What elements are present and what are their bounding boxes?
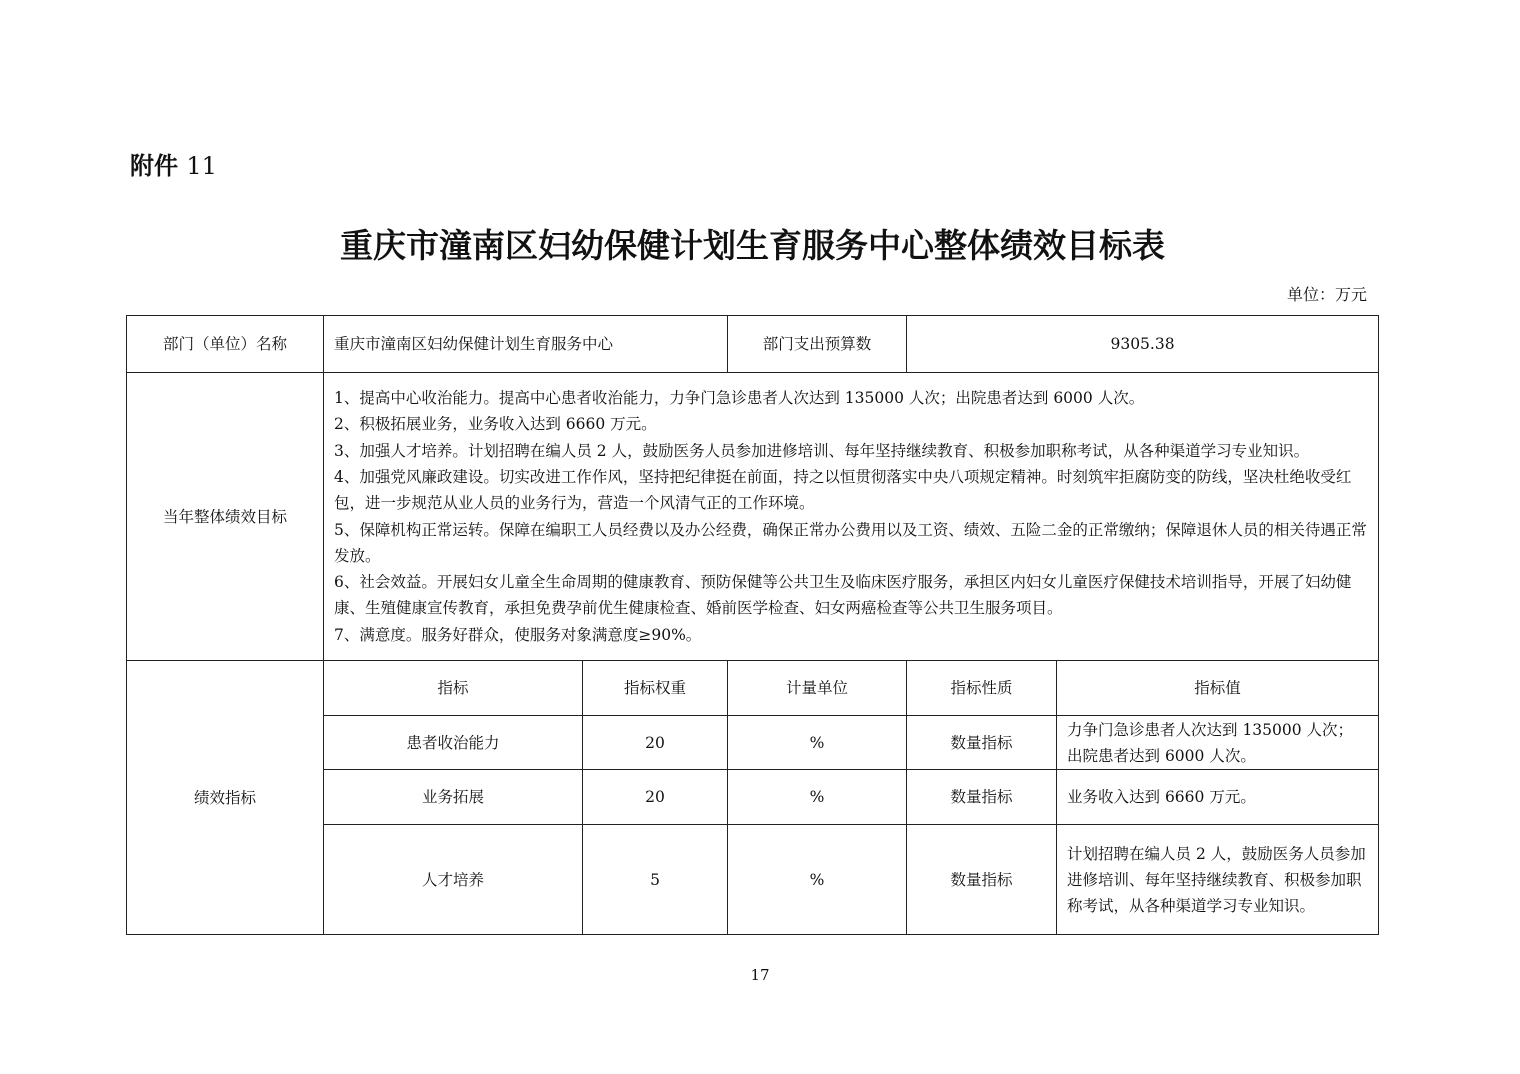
attachment-label bbox=[130, 146, 217, 181]
column-header: 指标权重 bbox=[583, 661, 728, 716]
page-number: 17 bbox=[750, 966, 770, 984]
goals-text bbox=[324, 373, 1379, 661]
indicator-name: 患者收治能力 bbox=[324, 716, 583, 770]
column-header: 计量单位 bbox=[728, 661, 907, 716]
dept-label: 部门（单位）名称 bbox=[127, 316, 324, 373]
indicator-weight: 5 bbox=[583, 825, 728, 935]
goal-item: 1、提高中心收治能力。提高中心患者收治能力，力争门急诊患者人次达到 135000 人次；出院患者达到 6000 人次。 bbox=[334, 389, 1145, 408]
column-header: 指标 bbox=[324, 661, 583, 716]
goal-item: 3、加强人才培养。计划招聘在编人员 2 人，鼓励医务人员参加进修培训、每年坚持继续教育、积极参加职称考试，从各种渠道学习专业知识。 bbox=[334, 441, 1310, 460]
column-header: 指标值 bbox=[1057, 661, 1379, 716]
goal-item: 2、积极拓展业务，业务收入达到 6660 万元。 bbox=[334, 415, 657, 434]
goal-item: 7、满意度。服务好群众，使服务对象满意度≥90%。 bbox=[334, 625, 702, 644]
indicators-label: 绩效指标 bbox=[127, 661, 324, 935]
indicator-weight: 20 bbox=[583, 770, 728, 825]
indicator-value: 计划招聘在编人员 2 人，鼓励医务人员参加进修培训、每年坚持继续教育、积极参加职称考试，从各种渠道学习专业知识。 bbox=[1057, 825, 1379, 935]
indicator-nature: 数量指标 bbox=[907, 716, 1057, 770]
indicator-unit: % bbox=[728, 716, 907, 770]
indicator-unit: % bbox=[728, 825, 907, 935]
column-header: 指标性质 bbox=[907, 661, 1057, 716]
page-title: 重庆市潼南区妇幼保健计划生育服务中心整体绩效目标表 bbox=[340, 226, 1165, 265]
goal-item: 4、加强党风廉政建设。切实改进工作作风，坚持把纪律挺在前面，持之以恒贯彻落实中央八项规定精神。时刻筑牢拒腐防变的防线，坚决杜绝收受红包，进一步规范从业人员的业务行为，营造一个风清气正的工作环境。 bbox=[334, 467, 1352, 513]
goal-item: 5、保障机构正常运转。保障在编职工人员经费以及办公经费，确保正常办公费用以及工资、绩效、五险二金的正常缴纳；保障退休人员的相关待遇正常发放。 bbox=[334, 520, 1367, 565]
indicator-nature: 数量指标 bbox=[907, 770, 1057, 825]
attachment-number: 11 bbox=[186, 152, 217, 180]
unit-label: 单位：万元 bbox=[1286, 285, 1367, 304]
indicator-unit: % bbox=[728, 770, 907, 825]
indicator-value: 业务收入达到 6660 万元。 bbox=[1057, 770, 1379, 825]
budget-label: 部门支出预算数 bbox=[728, 316, 907, 373]
indicator-value: 力争门急诊患者人次达到 135000 人次；出院患者达到 6000 人次。 bbox=[1057, 716, 1379, 770]
header-row bbox=[127, 316, 1379, 373]
budget-value: 9305.38 bbox=[907, 316, 1379, 373]
dept-name: 重庆市潼南区妇幼保健计划生育服务中心 bbox=[324, 316, 728, 373]
indicator-name: 业务拓展 bbox=[324, 770, 583, 825]
indicator-nature: 数量指标 bbox=[907, 825, 1057, 935]
indicator-name: 人才培养 bbox=[324, 825, 583, 935]
indicator-weight: 20 bbox=[583, 716, 728, 770]
goals-row bbox=[127, 373, 1379, 661]
goals-label: 当年整体绩效目标 bbox=[127, 373, 324, 661]
goal-item: 6、社会效益。开展妇女儿童全生命周期的健康教育、预防保健等公共卫生及临床医疗服务，承担区内妇女儿童医疗保健技术培训指导，开展了妇幼健康、生殖健康宣传教育，承担免费孕前优生健康检查、婚前医学检查、妇女两癌检查等公共卫生服务项目。 bbox=[334, 573, 1352, 618]
performance-table bbox=[126, 315, 1379, 935]
indicator-header-row bbox=[127, 661, 1379, 716]
attachment-text: 附件 bbox=[130, 151, 178, 180]
